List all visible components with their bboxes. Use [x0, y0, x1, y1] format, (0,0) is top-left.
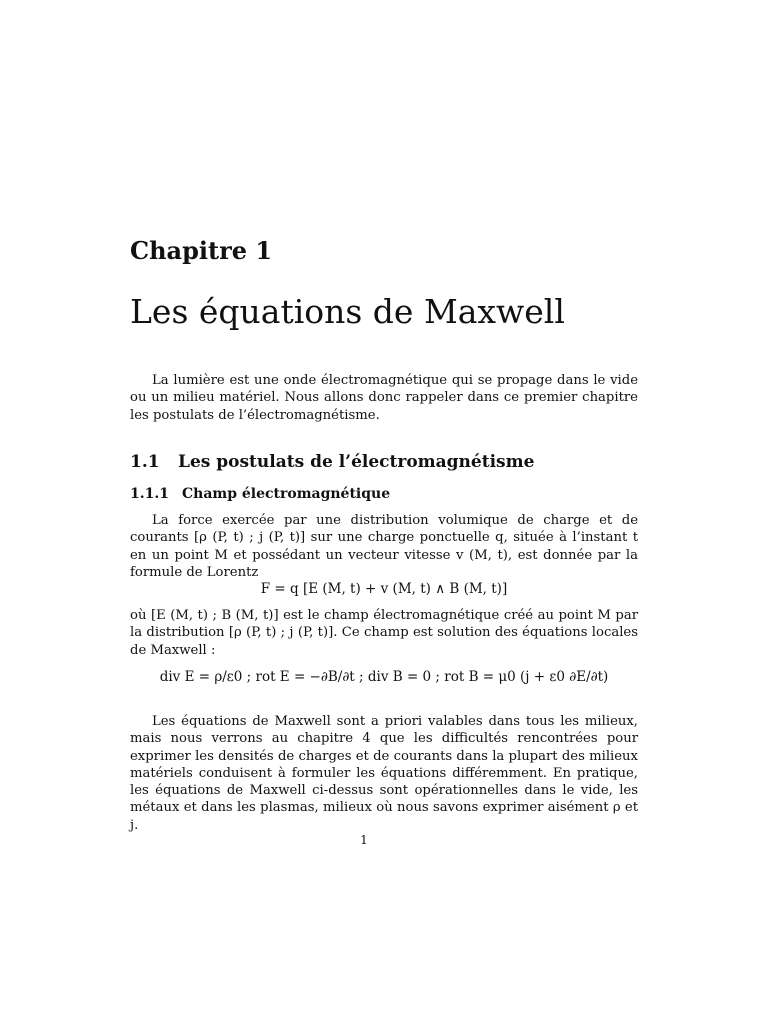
section-title: Les postulats de l’électromagnétisme	[178, 452, 535, 472]
page-number: 1	[360, 833, 368, 847]
chapter-label: Chapitre 1	[130, 236, 273, 265]
paragraph-lorentz: La force exercée par une distribution volumique de charge et de courants [ρ (P, t) ; j (P, t)] sur une charge ponctuelle q, située à l’instant t en un point M et possédant un vecteur vitesse v (M, t), est donnée par la formule de Lorentz	[130, 513, 638, 580]
paragraph-validity: Les équations de Maxwell sont a priori valables dans tous les milieux, mais nous verrons au chapitre 4 que les difficultés rencontrées pour exprimer les densités de charges et de courants dans la plupart des milieux matériels conduisent à formuler les équations différemment. En pratique, les équations de Maxwell ci-dessus sont opérationnelles dans le vide, les métaux et dans les plasmas, milieux où nous savons exprimer aisément ρ et j.	[130, 714, 638, 833]
equation-maxwell: div E = ρ/ε0 ; rot E = −∂B/∂t ; div B = 0 ; rot B = μ0 (j + ε0 ∂E/∂t)	[159, 669, 609, 685]
section-heading	[130, 452, 534, 472]
intro-paragraph: La lumière est une onde électromagnétique qui se propage dans le vide ou un milieu matériel. Nous allons donc rappeler dans ce premier chapitre les postulats de l’électromagnétisme.	[130, 373, 638, 423]
subsection-title: Champ électromagnétique	[182, 486, 391, 502]
subsection-heading	[130, 486, 390, 502]
paragraph-field: où [E (M, t) ; B (M, t)] est le champ électromagnétique créé au point M par la distribution [ρ (P, t) ; j (P, t)]. Ce champ est solution des équations locales de Maxwell :	[130, 608, 638, 658]
chapter-title: Les équations de Maxwell	[130, 292, 565, 331]
equation-lorentz: F = q [E (M, t) + v (M, t) ∧ B (M, t)]	[260, 581, 508, 597]
section-number: 1.1	[130, 452, 160, 472]
subsection-number: 1.1.1	[130, 486, 169, 502]
